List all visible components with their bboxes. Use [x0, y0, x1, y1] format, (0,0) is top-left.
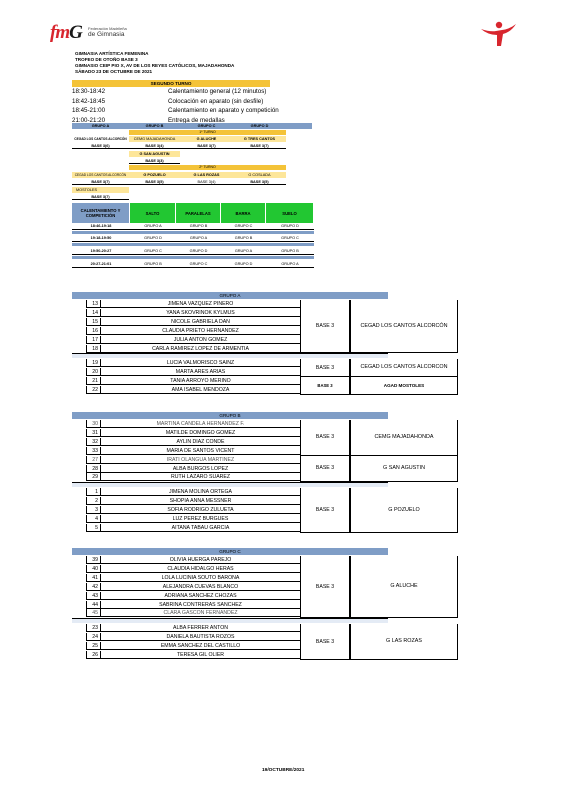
fmg-logo-sub2: de Gimnasia [88, 31, 125, 38]
athlete-number: 28 [86, 465, 100, 473]
rotation-group: GRUPO A [130, 223, 176, 230]
athlete-name: SOFIA RODRIGO ZULUETA [100, 506, 300, 514]
rotation-group: GRUPO C [266, 235, 314, 242]
athlete-name: JULIA ANTON GOMEZ [100, 336, 300, 344]
level-cell: BASE 3 [300, 456, 350, 483]
athlete-name: TANIA ARROYO MERINO [100, 377, 300, 385]
athlete-name: TERESA GIL OLIER [100, 651, 300, 659]
club-cell: CEGAD LOS CANTOS ALCORCON [350, 359, 458, 377]
athlete-name: JIMENA VAZQUEZ PINERO [100, 300, 300, 308]
base-cell: BASE 3(5) [233, 179, 286, 185]
group-title-bar: GRUPO C [72, 548, 388, 555]
group-header: GRUPO D [250, 124, 269, 128]
rotation-group: GRUPO D [221, 261, 266, 268]
base-cell: BASE 3(5) [129, 179, 180, 185]
athlete-number: 30 [86, 420, 100, 428]
athlete-number: 18 [86, 345, 100, 353]
info-trophy: TROFEO DE OTOÑO BASE 3 [75, 57, 138, 63]
athlete-number: 3 [86, 506, 100, 514]
block-gap [72, 618, 388, 623]
club-cell: G SAN AGUSTIN [350, 456, 458, 483]
club-cell: G ALUCHE [180, 136, 233, 142]
athlete-number: 33 [86, 447, 100, 455]
athlete-number: 1 [86, 488, 100, 496]
athlete-name: MARIA DE SANTOS VICENT [100, 447, 300, 455]
block-gap [72, 353, 388, 358]
rotation-separator [72, 256, 314, 259]
group-header: GRUPO C [197, 124, 216, 128]
athlete-name: MATILDE DOMINGO GOMEZ [100, 429, 300, 437]
schedule-desc: Entrega de medallas [168, 116, 225, 124]
club-cell: AGAD MOSTOLES [350, 377, 458, 395]
athlete-name: JIMENA MOLINA ORTEGA [100, 488, 300, 496]
athlete-number: 21 [86, 377, 100, 385]
rotation-group: GRUPO B [266, 248, 314, 255]
athlete-name: LOLA LUCINIA SOUTO BARONA [100, 574, 300, 582]
athlete-name: SABRINA CONTRERAS SANCHEZ [100, 601, 300, 609]
club-cell: CEGAD LOS CANTOS ALCORCÓN [72, 172, 129, 178]
athlete-number: 17 [86, 336, 100, 344]
athlete-name: MARTINA CANDELA HERNANDEZ F. [100, 420, 300, 428]
club-cell: G SAN AGUSTIN [129, 151, 180, 157]
athlete-number: 22 [86, 386, 100, 394]
rotation-time: 19:18-19:50 [72, 235, 130, 242]
turno-header: SEGUNDO TURNO [72, 80, 270, 87]
athlete-number: 41 [86, 574, 100, 582]
apparatus-header: PARALELAS [176, 203, 221, 223]
rotation-separator [72, 231, 314, 234]
club-cell: CEMG MAJADAHONDA [129, 136, 180, 142]
base-cell: BASE 3(7) [180, 143, 233, 149]
apparatus-header: SALTO [130, 203, 176, 223]
athlete-number: 23 [86, 624, 100, 632]
rotation-group: GRUPO B [221, 235, 266, 242]
second-turn-bar: 2º TURNO [129, 165, 286, 170]
gymnast-logo-icon [478, 20, 518, 48]
athlete-number: 27 [86, 456, 100, 464]
athlete-name: AITANA TABAU GARCIA [100, 524, 300, 532]
fmg-logo-sub1: Federación Madrileña [88, 26, 127, 31]
rotation-group: GRUPO A [221, 248, 266, 255]
level-cell: BASE 3 [300, 488, 350, 533]
info-venue: GIMNASIO CEIP PIO X, AV DE LOS REYES CATÓLICOS, MAJADAHONDA [75, 63, 235, 69]
athlete-number: 14 [86, 309, 100, 317]
apparatus-header: SUELO [266, 203, 314, 223]
athlete-name: ADRIANA SANCHEZ CHOZAS [100, 592, 300, 600]
athlete-number: 5 [86, 524, 100, 532]
base-cell: BASE 3(4) [129, 143, 180, 149]
level-cell: BASE 3 [300, 556, 350, 618]
event-info [75, 51, 234, 75]
base-cell: BASE 3(4) [180, 179, 233, 185]
club-cell: G ALUCHE [350, 556, 458, 618]
club-cell: G COSLADA [233, 172, 286, 178]
rotation-time: 20:27-21:01 [72, 261, 130, 268]
level-cell: BASE 3 [300, 300, 350, 353]
club-cell: CEGAD LOS CANTOS ALCORCÓN [350, 300, 458, 353]
athlete-number: 26 [86, 651, 100, 659]
schedule-time: 18:45-21:00 [72, 107, 106, 114]
athlete-number: 4 [86, 515, 100, 523]
group-header: GRUPO B [145, 124, 164, 128]
base-cell: BASE 3(7) [233, 143, 286, 149]
athlete-name: LUCIA VALMORISCO SAINZ [100, 359, 300, 367]
rotation-separator [72, 243, 314, 246]
base-cell: BASE 3(6) [72, 143, 129, 149]
club-cell: CEMG MAJADAHONDA [350, 420, 458, 456]
group-title-bar: GRUPO B [72, 412, 388, 419]
base-cell: BASE 3(7) [72, 194, 129, 200]
athlete-number: 16 [86, 327, 100, 335]
athlete-number: 19 [86, 359, 100, 367]
schedule-time: 18:42-18:45 [72, 97, 106, 105]
level-cell: BASE 3 [300, 420, 350, 456]
athlete-number: 24 [86, 633, 100, 641]
rotation-time: 19:50-20:27 [72, 248, 130, 255]
schedule-desc: Calentamiento general (12 minutos) [168, 88, 267, 95]
athlete-number: 20 [86, 368, 100, 376]
club-cell: MOSTOLES [72, 187, 129, 193]
athlete-name: LUZ PEREZ BURGUES [100, 515, 300, 523]
fmg-logo [50, 22, 170, 44]
athlete-name: IRATI OLANGUA MARTINEZ [100, 456, 300, 464]
athlete-number: 42 [86, 583, 100, 591]
athlete-name: AYLIN DIAZ CONDE [100, 438, 300, 446]
rotation-group: GRUPO B [130, 261, 176, 268]
rotation-corner: CALENTAMIENTO Y COMPETICIÓN [72, 203, 130, 223]
apparatus-header: BARRA [221, 203, 266, 223]
athlete-name: EMMA SANCHEZ DEL CASTILLO [100, 642, 300, 650]
athlete-number: 40 [86, 565, 100, 573]
first-turn-bar: 1º TURNO [129, 130, 286, 135]
base-cell: BASE 3(3) [129, 158, 180, 164]
athlete-name: NICOLE GABRIELA DAN [100, 318, 300, 326]
rotation-group: GRUPO B [176, 223, 221, 230]
rotation-group: GRUPO A [266, 261, 314, 268]
club-cell: G LAS ROZAS [180, 172, 233, 178]
athlete-number: 13 [86, 300, 100, 308]
rotation-group: GRUPO C [130, 248, 176, 255]
club-cell: G TRES CANTOS [233, 136, 286, 142]
block-gap [72, 482, 388, 487]
rotation-group: GRUPO A [176, 235, 221, 242]
schedule-desc: Colocación en aparato (sin desfile) [168, 97, 264, 105]
athlete-name: DANIELA BAUTISTA ROZOS [100, 633, 300, 641]
athlete-number: 39 [86, 556, 100, 564]
athlete-name: SHOPIA ANNA MESSNER [100, 497, 300, 505]
athlete-number: 15 [86, 318, 100, 326]
athlete-name: ALBA BURGOS LOPEZ [100, 465, 300, 473]
athlete-name: CARLA RAMIREZ LOPEZ DE ARMENTIA [100, 345, 300, 353]
athlete-name: YANA SKOVRINOK KYLMUS [100, 309, 300, 317]
athlete-number: 31 [86, 429, 100, 437]
group-title-bar: GRUPO A [72, 292, 388, 299]
level-cell: BASE 3 [300, 377, 350, 395]
athlete-name: MARTA ARES ARIAS [100, 368, 300, 376]
club-cell: G POZUELO [350, 488, 458, 533]
athlete-number: 29 [86, 473, 100, 481]
athlete-number: 2 [86, 497, 100, 505]
level-cell: BASE 3 [300, 359, 350, 377]
rotation-group: GRUPO D [266, 223, 314, 230]
rotation-group: GRUPO D [176, 248, 221, 255]
athlete-name: CLARA GASCON FERNANDEZ [100, 609, 300, 617]
level-cell: BASE 3 [300, 624, 350, 660]
club-cell: G LAS ROZAS [350, 624, 458, 660]
info-discipline: GIMNASIA ARTÍSTICA FEMENINA [75, 51, 149, 56]
rotation-group: GRUPO C [176, 261, 221, 268]
athlete-number: 44 [86, 601, 100, 609]
athlete-number: 25 [86, 642, 100, 650]
group-header: GRUPO A [91, 124, 110, 128]
athlete-name: OLIVIA HUERGA PAREJO [100, 556, 300, 564]
athlete-name: ALBA FERRER ANTON [100, 624, 300, 632]
athlete-number: 32 [86, 438, 100, 446]
athlete-name: CLAUDIA PRIETO HERNANDEZ [100, 327, 300, 335]
schedule-time: 18:30-18:42 [72, 88, 106, 95]
rotation-group: GRUPO D [130, 235, 176, 242]
footer-date: 19/OCTUBRE/2021 [262, 768, 305, 773]
athlete-name: RUTH LAZARO SUAREZ [100, 473, 300, 481]
schedule-time: 21:00-21:20 [72, 116, 106, 124]
schedule-desc: Calentamiento en aparato y competición [168, 107, 279, 114]
rotation-group: GRUPO C [221, 223, 266, 230]
base-cell: BASE 3(7) [72, 179, 129, 185]
athlete-number: 43 [86, 592, 100, 600]
athlete-number: 45 [86, 609, 100, 617]
athlete-name: AMA ISABEL MENDOZA [100, 386, 300, 394]
info-date: SÁBADO 23 DE OCTUBRE DE 2021 [75, 69, 153, 75]
fmg-logo-mark: fmG [50, 22, 82, 43]
athlete-name: ALEJANDRA CUEVAS BLANCO [100, 583, 300, 591]
club-cell: G POZUELO [129, 172, 180, 178]
athlete-name: CLAUDIA HIDALGO HERAS [100, 565, 300, 573]
rotation-time: 18:46-19:18 [72, 223, 130, 230]
club-cell: CEGAD LOS CANTOS ALCORCÓN [74, 137, 127, 141]
